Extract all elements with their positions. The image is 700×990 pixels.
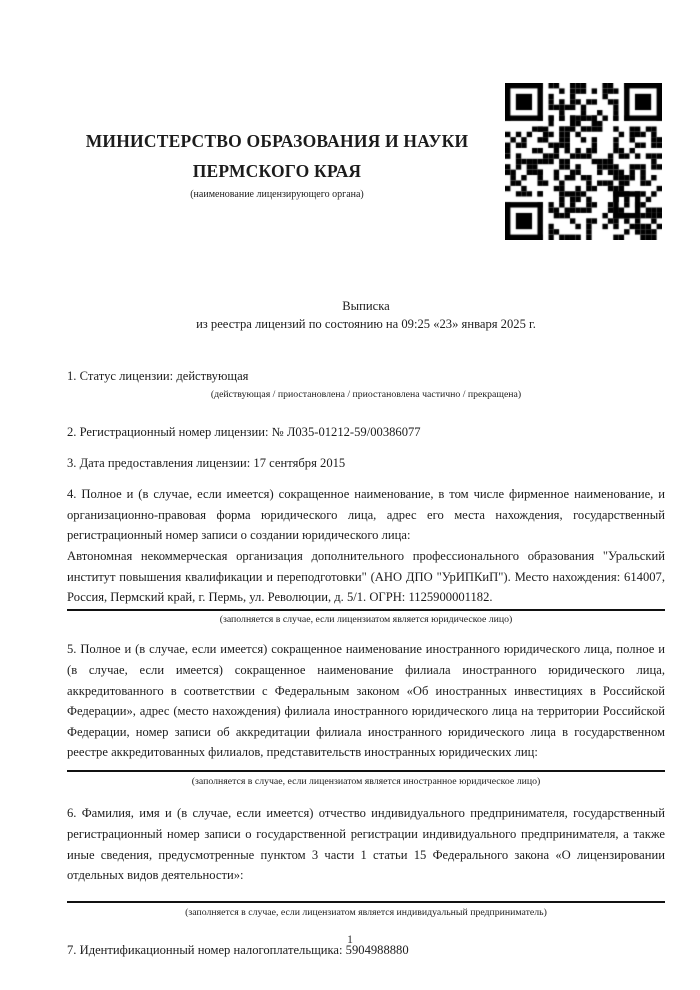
ministry-name-line2: ПЕРМСКОГО КРАЯ (192, 161, 362, 181)
document-title-line1: Выписка (342, 299, 390, 313)
page-number: 1 (347, 932, 353, 946)
item-1-caption: (действующая / приостановлена / приостановлена частично / прекращена) (210, 388, 522, 400)
item-4-legal-entity (67, 484, 665, 626)
ministry-name-line1: МИНИСТЕРСТВО ОБРАЗОВАНИЯ И НАУКИ (85, 131, 469, 151)
item-3-license-date: 3. Дата предоставления лицензии: 17 сентября 2015 (67, 455, 346, 470)
item-4-caption: (заполняется в случае, если лицензиатом является юридическое лицо) (219, 613, 513, 625)
item-6-caption: (заполняется в случае, если лицензиатом является индивидуальный предприниматель) (185, 906, 547, 918)
ministry-caption: (наименование лицензирующего органа) (190, 189, 364, 200)
item-4-value: Автономная некоммерческая организация дополнительного профессионального образования "Уральский институт повышения квалификации и переподготовки" (АНО ДПО "УрИПКиП"). Место нахождения: 614007, Россия, Пермский край, г. Пермь, ул. Революции, д. 5/1. ОГРН: 1125900001182. (67, 549, 665, 605)
document-title (67, 298, 665, 333)
item-4-label: 4. Полное и (в случае, если имеется) сокращенное наименование, в том числе фирменное наименование, и организационно-правовая форма юридического лица, адрес его места нахождения, государственный регистрационный номер записи о создании юридического лица: (67, 487, 665, 543)
ministry-name (57, 126, 497, 186)
item-5-caption: (заполняется в случае, если лицензиатом является иностранное юридическое лицо) (191, 775, 541, 787)
item-6-individual-entrepreneur (67, 803, 665, 919)
document-title-line2: из реестра лицензий по состоянию на 09:25 «23» января 2025 г. (196, 316, 536, 331)
item-1-license-status: 1. Статус лицензии: действующая (67, 369, 249, 383)
item-5-label: 5. Полное и (в случае, если имеется) сокращенное наименование иностранного юридического лица, полное и (в случае, если имеется) сокращенное наименование филиала иностранного юридического лица, аккредитованного в соответствии с Федеральным законом «Об иностранных инвестициях в Российской Федерации», адрес (место нахождения) филиала иностранного юридического лица на территории Российской Федерации, номер записи об аккредитации филиала иностранного юридического лица в государственном реестре аккредитованных филиалов, представительств иностранных юридических лиц: (67, 642, 665, 760)
item-6-label: 6. Фамилия, имя и (в случае, если имеется) отчество индивидуального предпринимателя, государственный регистрационный номер записи о государственной регистрации индивидуального предпринимателя, а также иные сведения, предусмотренные пунктом 3 части 1 статьи 15 Федерального закона «О лицензировании отдельных видов деятельности»: (67, 806, 665, 883)
item-7-taxpayer-number: 7. Идентификационный номер налогоплательщика: 5904988880 (67, 943, 409, 958)
licensing-authority-header (57, 0, 497, 201)
item-5-foreign-entity (67, 639, 665, 788)
item-5-fill-line (67, 770, 665, 772)
qr-code-icon (505, 83, 662, 240)
item-6-fill-line (67, 901, 665, 903)
item-2-registration-number: 2. Регистрационный номер лицензии: № Л035-01212-59/00386077 (67, 425, 421, 440)
item-4-fill-line (67, 609, 665, 611)
